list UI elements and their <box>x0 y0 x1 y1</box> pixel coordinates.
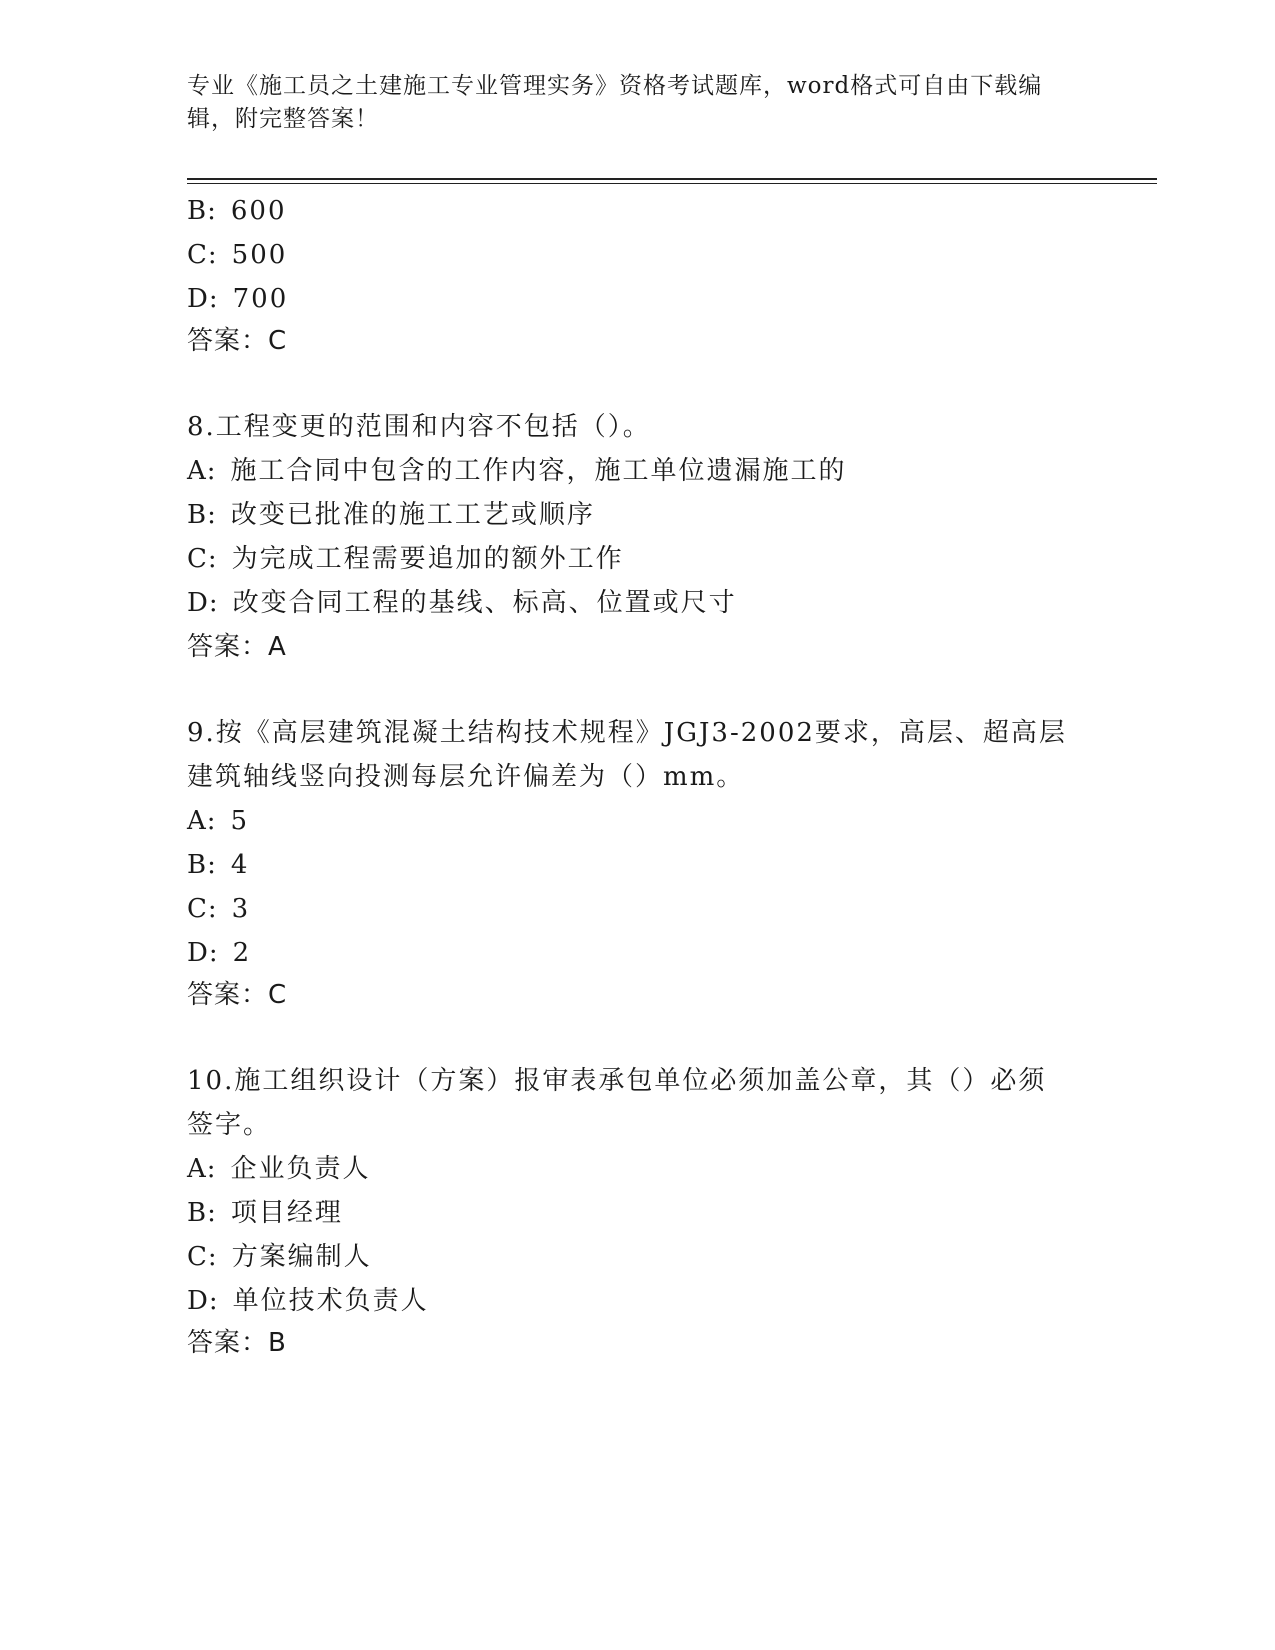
option-text: 改变已批准的施工工艺或顺序 <box>230 500 595 530</box>
option-text: 项目经理 <box>230 1198 343 1228</box>
option-letter: D: <box>187 588 219 618</box>
option-line <box>187 852 249 878</box>
page-header: 专业《施工员之土建施工专业管理实务》资格考试题库，word格式可自由下载编辑，附完整答案！ <box>187 73 1043 132</box>
option-letter: C: <box>187 544 218 574</box>
option-letter: D: <box>187 1286 219 1316</box>
option-letter: A: <box>187 456 217 486</box>
option-letter: C: <box>187 1242 218 1272</box>
option-text: 4 <box>230 850 250 880</box>
option-line <box>187 286 288 312</box>
option-letter: C: <box>187 894 218 924</box>
option-text: 700 <box>232 284 289 314</box>
option-letter: B: <box>187 850 217 880</box>
option-line <box>187 546 624 572</box>
option-letter: D: <box>187 938 219 968</box>
option-text: 改变合同工程的基线、标高、位置或尺寸 <box>232 588 737 618</box>
option-text: 为完成工程需要追加的额外工作 <box>231 544 624 574</box>
option-letter: D: <box>187 284 219 314</box>
option-line <box>187 458 847 484</box>
option-line <box>187 1200 343 1226</box>
answer-line: 答案：C <box>187 980 288 1010</box>
question-10-text-line1: 10.施工组织设计（方案）报审表承包单位必须加盖公章，其（）必须 <box>187 1066 1047 1096</box>
question-9-text-line2: 建筑轴线竖向投测每层允许偏差为（）mm。 <box>187 762 745 792</box>
option-line <box>187 502 595 528</box>
option-line <box>187 1288 429 1314</box>
question-10-text-line2: 签字。 <box>187 1110 272 1140</box>
option-text: 600 <box>230 196 287 226</box>
option-letter: B: <box>187 1198 217 1228</box>
option-line <box>187 590 737 616</box>
question-9-text-line1: 9.按《高层建筑混凝土结构技术规程》JGJ3-2002要求，高层、超高层 <box>187 718 1067 748</box>
header-rule-thick <box>187 178 1157 180</box>
option-line <box>187 198 287 224</box>
option-letter: A: <box>187 1154 217 1184</box>
option-text: 企业负责人 <box>230 1154 371 1184</box>
option-text: 单位技术负责人 <box>232 1286 429 1316</box>
option-text: 5 <box>230 806 250 836</box>
option-text: 3 <box>231 894 251 924</box>
option-letter: B: <box>187 500 217 530</box>
option-letter: A: <box>187 806 217 836</box>
answer-line: 答案：A <box>187 632 287 662</box>
question-8-text: 8.工程变更的范围和内容不包括（）。 <box>187 412 651 442</box>
option-line <box>187 896 250 922</box>
option-text: 方案编制人 <box>231 1242 372 1272</box>
answer-line: 答案：B <box>187 1328 287 1358</box>
option-line <box>187 242 287 268</box>
option-text: 施工合同中包含的工作内容，施工单位遗漏施工的 <box>230 456 847 486</box>
answer-line: 答案：C <box>187 326 288 356</box>
option-text: 500 <box>231 240 288 270</box>
option-line <box>187 1156 371 1182</box>
option-line <box>187 808 249 834</box>
option-line <box>187 940 251 966</box>
header-rule-thin <box>187 183 1157 184</box>
option-text: 2 <box>232 938 252 968</box>
option-letter: C: <box>187 240 218 270</box>
option-line <box>187 1244 372 1270</box>
option-letter: B: <box>187 196 217 226</box>
